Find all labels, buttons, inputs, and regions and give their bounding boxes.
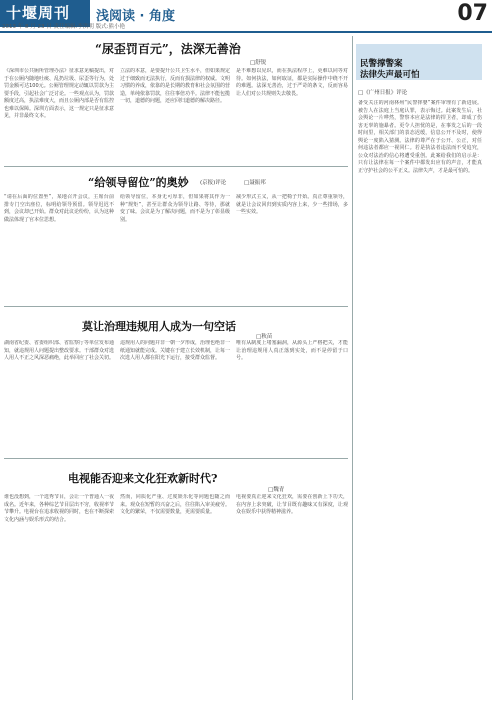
divider <box>4 306 348 307</box>
masthead-tag: 十堰周刊 <box>0 0 90 27</box>
article-2-note: (京报)评论 <box>200 180 227 186</box>
masthead <box>0 0 492 30</box>
sidebar-source: □《广州日报》评论 <box>358 90 408 96</box>
article-1-col-3: 是不难想以见识，而在执法程序上，更难以同等对待。如何执法，如何取证，都是实际操作中绕不开的难题。法深无善治，过于严苛的条文，反而容易让人们对公共规则失去敬畏。 <box>236 68 348 97</box>
sidebar-title-2: 法律失声最可怕 <box>360 70 420 80</box>
page-number: 07 <box>457 1 488 26</box>
date-line: 2013 年 8 月 23 日 责任编辑:李洪明 版式:熊小艳 <box>2 24 125 30</box>
sidebar-title-1: 民警撑警案 <box>360 59 403 69</box>
article-3-title: 莫让治理违规用人成为一句空话 <box>82 320 236 333</box>
article-3-col-2: 违规用人的问题并非一朝一夕形成，治理也绝非一纸通知就能完成。关键在于建立长效机制，让每一次选人用人都在阳光下运行，接受群众监督。 <box>120 340 230 361</box>
article-2-title: “给领导留位”的奥妙 <box>88 176 189 189</box>
divider <box>4 166 348 167</box>
article-2-col-1: “请在后面的位置坐”，某地召开会议，主席台前排专门空出座位，标明给领导预留。领导迟迟不到，会议却已开始。群众对此议论纷纷，认为这种做法体现了官本位思想。 <box>4 194 114 223</box>
article-4-author: □魏青 <box>268 487 285 493</box>
article-1-col-1: 《深圳市公共厕所管理办法》征求意见稿提出，对于在公厕内随地吐痰、乱扔垃圾、尿歪等行为，处罚金额可达100元。公厕管理规定动辄以罚款为主要手段，引起社会广泛讨论。一些观点认为，罚款额度过高，执法难度大，而且公厕内部是否有监控也难以保障。深圳方面表示，这一规定只是征求意见，并非最终文本。 <box>4 68 114 119</box>
section-title: 浅阅读 · 角度 <box>96 9 175 24</box>
article-4-col-3: 电视要真正迎来文化狂欢，需要在创新上下功夫，在内容上求突破，让节目既有趣味又有深度，让观众在娱乐中获得精神滋养。 <box>236 494 348 515</box>
article-3-col-3: 唯有从制度上堵塞漏洞，从源头上严格把关，才能让治理违规用人真正落到实处，而不是停留于口号。 <box>236 340 348 361</box>
sidebar-commentary <box>356 40 486 700</box>
article-2-author: □聂振邦 <box>244 180 266 186</box>
article-2-col-2: 给领导留位，本身无可厚非，但如果将其作为一种“规矩”，甚至让群众为领导让路、等待，那就变了味。会议是为了解决问题，而不是为了彰显级别。 <box>120 194 230 223</box>
sidebar-header <box>356 44 482 80</box>
article-4-title: 电视能否迎来文化狂欢新时代? <box>68 472 218 485</box>
article-1-author: □舒锐 <box>250 60 267 66</box>
masthead-rule <box>0 31 492 33</box>
column-divider <box>352 36 353 700</box>
article-4-col-1: 谁也没想到，一个选秀节目，会让一个普通人一夜成名。近年来，各种综艺节目层出不穷，收视率节节攀升。电视台在追求收视的同时，也在不断探索文化内涵与娱乐形式的结合。 <box>4 494 114 523</box>
article-4-col-2: 然而，同质化严重、过度娱乐化等问题也随之而来。观众在短暂的兴奋之后，往往陷入审美疲劳。文化的繁荣，不仅需要数量，更需要质量。 <box>120 494 230 515</box>
article-1-col-2: 立法的本意，是要提升公共卫生水平，但如果规定过于细致而无法执行，反而有损法律的权威。文明习惯的养成，依靠的是长期的教育和社会氛围的营造，单纯依靠罚款，往往事倍功半。法律不能包揽一切，道德的问题，还应回归道德的解决路径。 <box>120 68 230 104</box>
article-2-col-3: 减少形式主义，从一把椅子开始。真正尊重领导，就是让会议回归到实质内容上来，少一些排场，多一些实效。 <box>236 194 348 215</box>
divider <box>4 458 348 459</box>
article-3-col-1: 湖南省纪委、省委组织部、省监察厅等单位发布通知，就违规用人问题提出整改要求。干部群众对选人用人不正之风深恶痛绝，此举回应了社会关切。 <box>4 340 114 361</box>
sidebar-body: 备受关注的河南林州“民警摔婴”案件审理有了新进展。被告人在法庭上当庭认罪，表示悔过。此案发生后，社会舆论一片哗然，警察本应是法律的捍卫者，却成了伤害无辜的施暴者。更令人担忧的是，在事发之后的一段时间里，相关部门的表态迟缓，信息公开不及时，使得舆论一度陷入猜测。法律的尊严在于公开、公正，对任何违法者都应一视同仁。若是执法者违法而不受追究，公众对法治的信心将遭受重创。此案给我们的启示是：只有让法律在每一个案件中都发出应有的声音，才能真正守护社会的公平正义。法律失声，才是最可怕的。 <box>358 100 482 174</box>
article-3-author: □秋苗 <box>256 334 273 340</box>
article-1-title: “尿歪罚百元”，法深无善治 <box>95 42 241 56</box>
